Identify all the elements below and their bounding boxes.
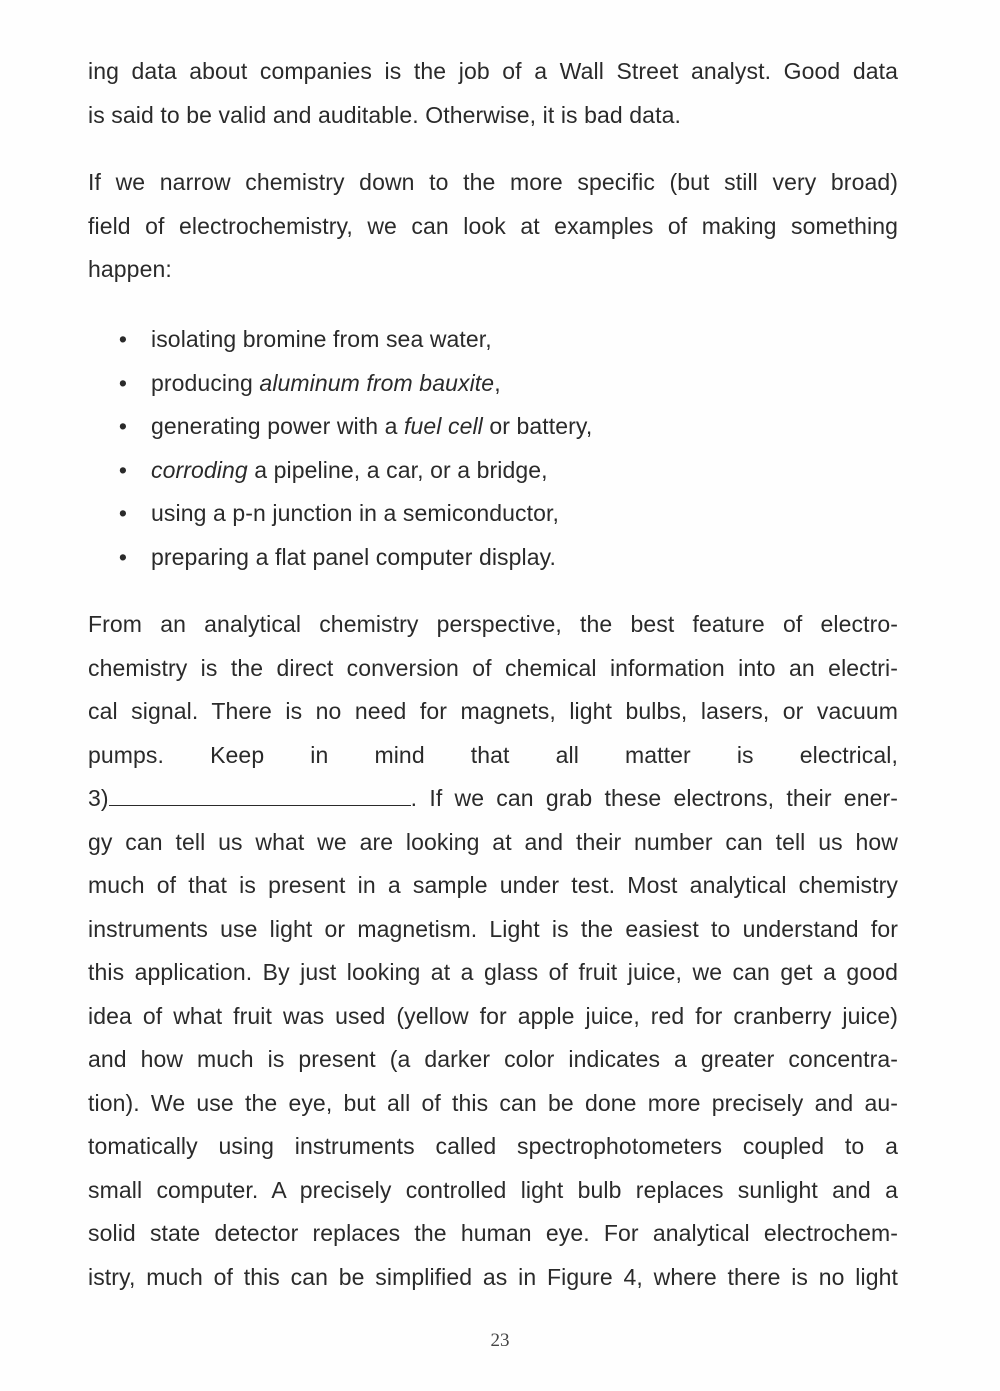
bullet-list [113,318,893,579]
text-line: this application. By just looking at a glass of fruit juice, we can get a good [88,959,898,985]
bullet-item [113,405,893,449]
text-line: From an analytical chemistry perspective, the best feature of electro- [88,611,898,637]
bullet-text: generating power with a [151,413,404,439]
text-line: tomatically using instruments called spectrophotometers coupled to a [88,1133,898,1159]
text-line: If we narrow chemistry down to the more specific (but still very broad) [88,169,898,195]
bullet-text: a pipeline, a car, or a bridge, [247,456,548,483]
bullet-dot-icon: • [118,500,128,526]
paragraph-electrochemistry-intro [88,161,898,292]
text-line: small computer. A precisely controlled light bulb replaces sunlight and a [88,1176,898,1203]
bullet-item [113,362,893,406]
text-line: solid state detector replaces the human eye. For analytical electrochem- [88,1220,898,1246]
text-line: is said to be valid and auditable. Otherwise, it is bad data. [88,101,681,128]
text-line: gy can tell us what we are looking at and their number can tell us how [88,828,898,855]
spread-word: all [555,741,579,768]
text-line: istry, much of this can be simplified as in Figure 4, where there is no light [88,1263,898,1290]
text-line: chemistry is the direct conversion of chemical information into an electri- [88,654,898,681]
bullet-text: preparing a flat panel computer display. [151,543,557,570]
blank-suffix: . If we can grab these electrons, their ener- [410,785,898,811]
bullet-dot-icon: • [118,543,128,570]
answer-blank[interactable] [109,783,411,806]
bullet-dot-icon: • [118,326,128,352]
paragraph-analytical-perspective [88,603,898,1299]
text-line: much of that is present in a sample under test. Most analytical chemistry [88,872,898,898]
bullet-item [113,449,893,493]
spread-word: is [736,741,754,768]
blank-prefix: 3) [88,785,109,811]
bullet-dot-icon: • [118,413,128,439]
bullet-text: producing [151,369,260,396]
spread-word: mind [374,741,425,768]
spread-word: Keep [210,741,265,768]
text-line: and how much is present (a darker color indicates a greater concentra- [88,1046,898,1072]
text-line: cal signal. There is no need for magnets, light bulbs, lasers, or vacuum [88,698,898,724]
bullet-item [113,492,893,536]
bullet-text: using a p-n junction in a semiconductor, [151,500,560,526]
bullet-text: isolating bromine from sea water, [151,326,492,352]
text-line: ing data about companies is the job of a Wall Street analyst. Good data [88,58,898,84]
bullet-text: or battery, [482,413,593,439]
text-line: idea of what fruit was used (yellow for apple juice, red for cranberry juice) [88,1002,898,1029]
bullet-dot-icon: • [118,369,128,396]
spread-text-line [88,734,898,778]
fill-in-blank-line [88,777,898,821]
bullet-item [113,318,893,362]
spread-word: electrical, [799,741,898,768]
spread-word: in [310,741,329,768]
bullet-text: , [494,369,501,396]
bullet-emphasis: fuel cell [404,413,483,439]
spread-word: that [470,741,510,768]
examples-bullet-list [113,318,893,579]
text-line: field of electrochemistry, we can look at examples of making something [88,212,898,239]
bullet-emphasis: corroding [151,456,248,483]
paragraph-wall-street [88,50,898,137]
bullet-dot-icon: • [118,456,128,483]
spread-word: matter [624,741,691,768]
page-number: 23 [490,1330,510,1351]
text-line: tion). We use the eye, but all of this can be done more precisely and au- [88,1089,898,1116]
spread-word: pumps. [88,741,165,768]
bullet-item [113,536,893,580]
bullet-emphasis: aluminum from bauxite [259,369,495,396]
text-line: instruments use light or magnetism. Light is the easiest to understand for [88,915,898,942]
text-line: happen: [88,256,172,282]
